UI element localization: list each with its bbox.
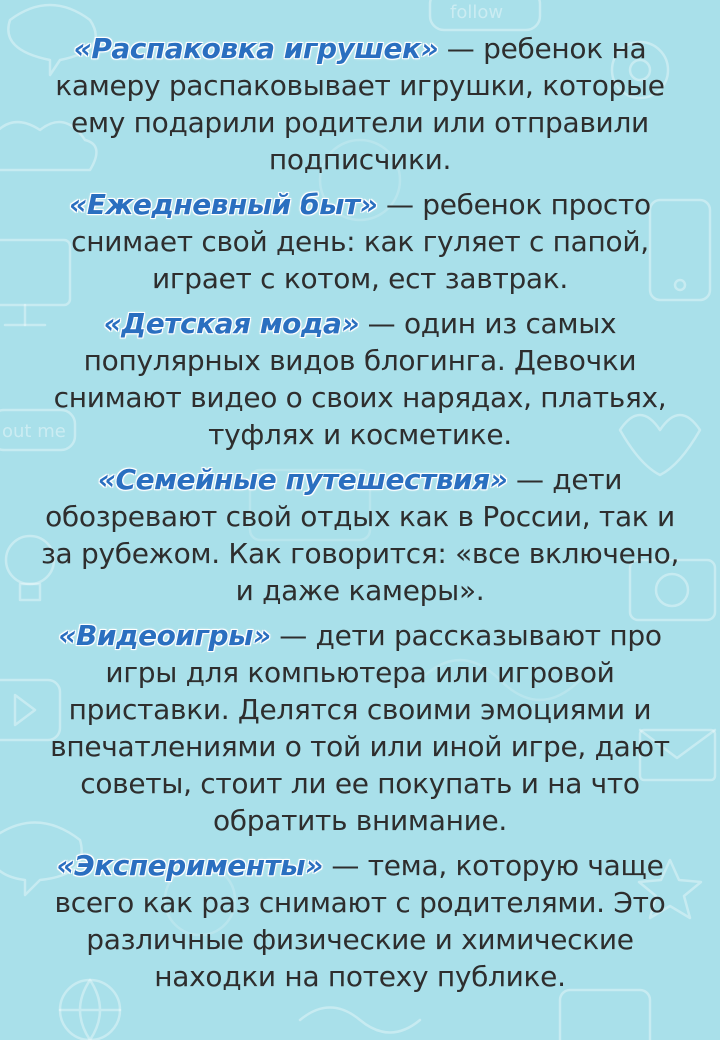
description-family-travel: — дети обозревают свой отдых как в России, так и за рубежом. Как говорится: «все включено, и даже камеры». xyxy=(40,463,680,607)
paragraph-daily-life xyxy=(30,186,690,297)
description-unboxing: — ребенок на камеру распаковывает игрушки, которые ему подарили родители или отправили подписчики. xyxy=(55,32,665,176)
term-experiments: «Эксперименты» xyxy=(56,849,323,882)
wave-doodle xyxy=(300,1008,420,1033)
paragraph-unboxing xyxy=(30,30,690,178)
description-experiments: — тема, которую чаще всего как раз снимают с родителями. Это различные физические и химические находки на потеху публике. xyxy=(54,849,666,993)
follow-tag-label: follow xyxy=(450,2,504,23)
text-block xyxy=(30,30,690,1003)
description-kids-fashion: — один из самых популярных видов блогинга. Девочки снимают видео о своих нарядах, платьях, туфлях и косметике. xyxy=(53,307,667,451)
term-video-games: «Видеоигры» xyxy=(58,619,271,652)
paragraph-experiments xyxy=(30,847,690,995)
description-video-games: — дети рассказывают про игры для компьютера или игровой приставки. Делятся своими эмоциями и впечатлениями о той или иной игре, дают советы, стоит ли ее покупать и на что обратить внимание. xyxy=(50,619,670,837)
paragraph-video-games xyxy=(30,617,690,839)
paragraph-family-travel xyxy=(30,461,690,609)
out-me-tag-label: out me xyxy=(2,421,66,442)
description-daily-life: — ребенок просто снимает свой день: как гуляет с папой, играет с котом, ест завтрак. xyxy=(71,188,651,295)
term-family-travel: «Семейные путешествия» xyxy=(97,463,508,496)
term-unboxing: «Распаковка игрушек» xyxy=(73,32,439,65)
term-kids-fashion: «Детская мода» xyxy=(103,307,360,340)
term-daily-life: «Ежедневный быт» xyxy=(69,188,378,221)
paragraph-kids-fashion xyxy=(30,305,690,453)
